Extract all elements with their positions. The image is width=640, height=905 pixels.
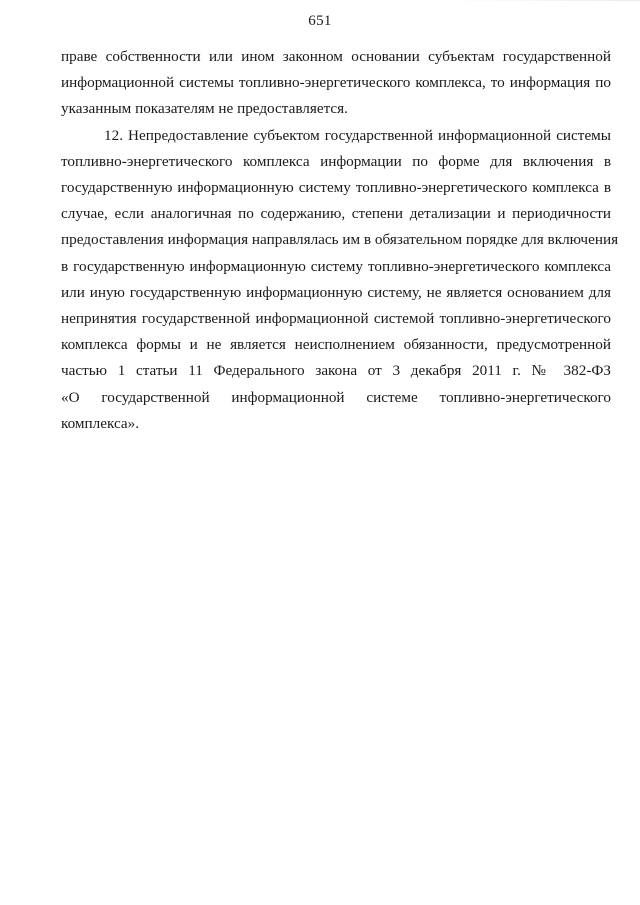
text-line: 12. Непредоставление субъектом государственной информационной системы [104,126,611,144]
text-line: комплекса». [61,414,140,432]
text-line: государственную информационную систему топливно-энергетического комплекса в [61,179,611,197]
text-line: частью 1 статьи 11 Федерального закона от 3 декабря 2011 г. № 382-ФЗ [61,362,611,380]
text-line: праве собственности или ином законном основании субъектам государственной [61,48,611,65]
text-line: комплекса формы и не является неисполнением обязанности, предусмотренной [61,336,611,354]
page-number: 651 [308,13,332,29]
text-line: информационной системы топливно-энергетического комплекса, то информация по [61,74,611,92]
text-line: случае, если аналогичная по содержанию, степени детализации и периодичности [61,205,611,223]
text-line: или иную государственную информационную систему, не является основанием для [61,283,611,301]
text-line: указанным показателям не предоставляется. [61,100,348,118]
text-line: «О государственной информационной системе топливно-энергетического [61,388,611,406]
text-line: в государственную информационную систему топливно-энергетического комплекса [61,257,611,275]
scan-edge [440,0,640,1]
text-line: предоставления информация направлялась им в обязательном порядке для включения [61,231,619,249]
paragraph-continuation [61,44,611,123]
paragraph-item-12 [61,123,619,437]
text-line: топливно-энергетического комплекса информации по форме для включения в [61,152,611,170]
text-line: непринятия государственной информационной системой топливно-энергетического [61,310,611,328]
document-body [61,44,619,437]
